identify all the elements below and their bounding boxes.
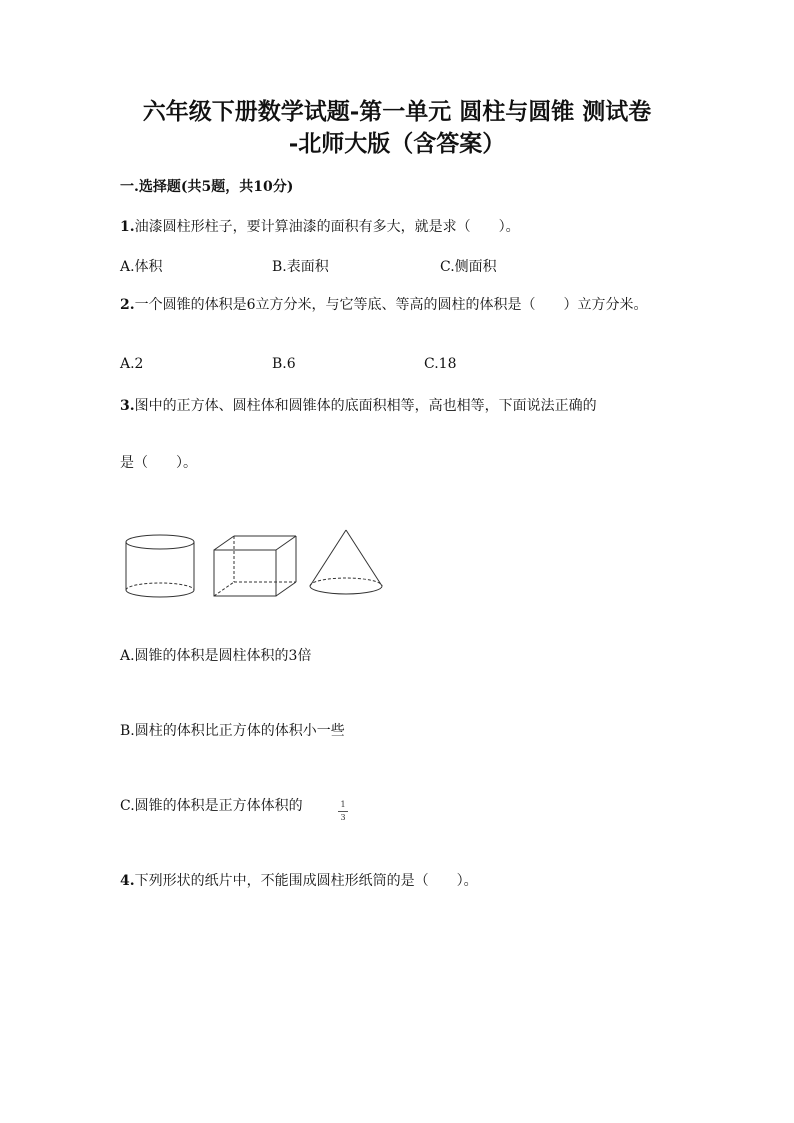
section-heading: 一.选择题(共5题，共10分) xyxy=(120,179,294,195)
question-2-option-c[interactable]: C.18 xyxy=(424,356,457,372)
question-3 xyxy=(120,395,680,417)
question-3-option-a[interactable]: A.圆锥的体积是圆柱体积的3倍 xyxy=(120,648,312,664)
one-third-fraction xyxy=(338,800,348,823)
question-3-text-line-1: 图中的正方体、圆柱体和圆锥体的底面积相等，高也相等，下面说法正确的 xyxy=(134,398,597,414)
question-3-number: 3. xyxy=(120,398,135,414)
fraction-numerator: 1 xyxy=(340,800,346,809)
page-title xyxy=(100,96,694,160)
question-2-options xyxy=(120,356,680,378)
question-1-option-a[interactable]: A.体积 xyxy=(120,259,163,275)
question-4-number: 4. xyxy=(120,873,135,889)
question-2-option-a[interactable]: A.2 xyxy=(120,356,144,372)
question-1-option-b[interactable]: B.表面积 xyxy=(272,259,329,275)
fraction-bar xyxy=(338,811,348,812)
question-1-option-c[interactable]: C.侧面积 xyxy=(440,259,497,275)
question-3-option-b[interactable]: B.圆柱的体积比正方体的体积小一些 xyxy=(120,723,345,739)
question-4 xyxy=(120,870,680,892)
question-2-number: 2. xyxy=(120,297,135,313)
question-4-text: 下列形状的纸片中，不能围成圆柱形纸筒的是（ ）。 xyxy=(134,873,478,889)
question-1-number: 1. xyxy=(120,219,135,235)
question-3-figure xyxy=(120,524,390,604)
cone-shape xyxy=(310,530,382,594)
question-1-options xyxy=(120,256,680,278)
title-line-1: 六年级下册数学试题-第一单元 圆柱与圆锥 测试卷 xyxy=(142,98,652,125)
question-1 xyxy=(120,216,680,238)
question-2-option-b[interactable]: B.6 xyxy=(272,356,296,372)
cylinder-shape xyxy=(126,535,194,597)
question-1-text: 油漆圆柱形柱子，要计算油漆的面积有多大，就是求（ ）。 xyxy=(134,219,520,235)
fraction-denominator: 3 xyxy=(340,813,346,822)
cube-shape xyxy=(214,536,296,596)
question-2-text: 一个圆锥的体积是6立方分米，与它等底、等高的圆柱的体积是（ ）立方分米。 xyxy=(134,297,648,313)
title-line-2: -北师大版（含答案） xyxy=(288,130,506,157)
question-2 xyxy=(120,294,680,316)
question-3-option-c[interactable]: C.圆锥的体积是正方体体积的 xyxy=(120,798,303,814)
question-3-line-2: 是（ ）。 xyxy=(120,455,197,471)
